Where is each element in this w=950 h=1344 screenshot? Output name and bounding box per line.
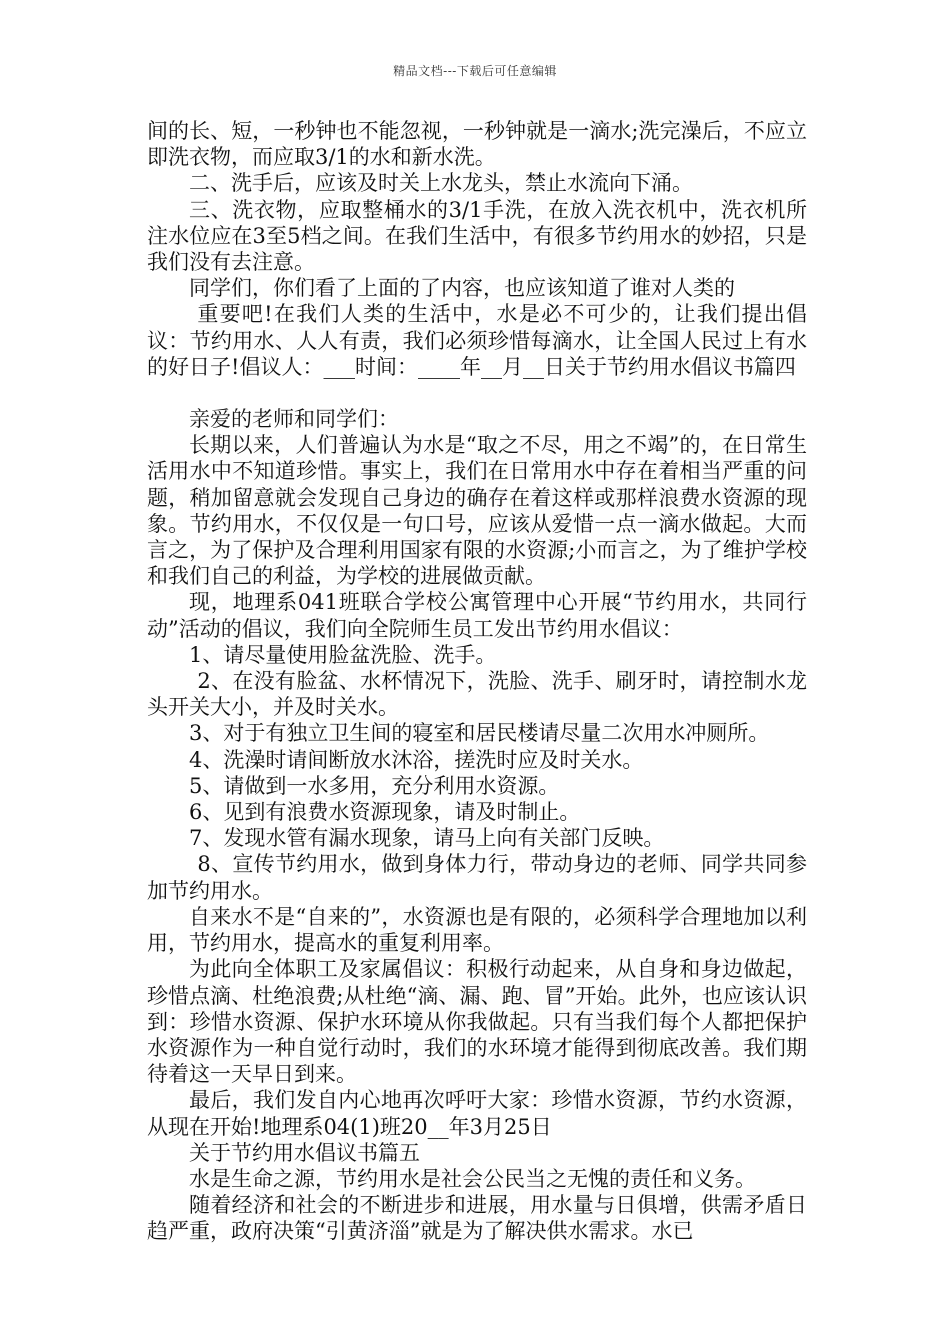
- paragraph: 随着经济和社会的不断进步和进展，用水量与日俱增，供需矛盾日趋严重，政府决策“引黄济淄”就是为了解决供水需求。水已: [147, 1193, 807, 1244]
- paragraph: 最后，我们发自内心地再次呼吁大家：珍惜水资源，节约水资源，从现在开始!地理系04(1)班20__年3月25日: [147, 1088, 807, 1139]
- paragraph: 二、洗手后，应该及时关上水龙头，禁止水流向下涌。: [189, 171, 693, 196]
- paragraph: 三、洗衣物，应取整桶水的3/1手洗，在放入洗衣机中，洗衣机所注水位应在3至5档之间。在我们生活中，有很多节约用水的妙招，只是我们没有去注意。: [147, 197, 807, 275]
- paragraph: 3、对于有独立卫生间的寝室和居民楼请尽量二次用水冲厕所。: [189, 721, 770, 746]
- document-body: [147, 118, 807, 1245]
- paragraph: 8、宣传节约用水，做到身体力行，带动身边的老师、同学共同参加节约用水。: [147, 852, 807, 903]
- paragraph: 自来水不是“自来的”，水资源也是有限的，必须科学合理地加以利用，节约用水，提高水的重复利用率。: [147, 904, 807, 956]
- paragraph-spacer: [147, 380, 807, 406]
- page-header: 精品文档---下载后可任意编辑: [393, 64, 557, 78]
- paragraph: 1、请尽量使用脸盆洗脸、洗手。: [189, 642, 497, 667]
- paragraph: 亲爱的老师和同学们：: [189, 407, 399, 432]
- paragraph: 7、发现水管有漏水现象，请马上向有关部门反映。: [189, 826, 665, 851]
- paragraph: 为此向全体职工及家属倡议：积极行动起来，从自身和身边做起，珍惜点滴、杜绝浪费;从杜绝“滴、漏、跑、冒”开始。此外，也应该认识到：珍惜水资源、保护水环境从你我做起。只有当我们每个人都把保护水资源作为一种自觉行动时，我们的水环境才能得到彻底改善。我们期待着这一天早日到来。: [147, 957, 807, 1087]
- paragraph: 重要吧!在我们人类的生活中，水是必不可少的，让我们提出倡议：节约用水、人人有责，我们必须珍惜每滴水，让全国人民过上有水的好日子!倡议人：___时间：____年__月__日关于节约用水倡议书篇四: [147, 302, 807, 379]
- paragraph: 6、见到有浪费水资源现象，请及时制止。: [189, 800, 581, 825]
- paragraph: 2、在没有脸盆、水杯情况下，洗脸、洗手、刷牙时，请控制水龙头开关大小，并及时关水。: [147, 669, 807, 720]
- paragraph: 关于节约用水倡议书篇五: [189, 1140, 420, 1165]
- paragraph: 水是生命之源，节约用水是社会公民当之无愧的责任和义务。: [189, 1166, 756, 1191]
- paragraph: 长期以来，人们普遍认为水是“取之不尽，用之不竭”的，在日常生活用水中不知道珍惜。事实上，我们在日常用水中存在着相当严重的问题，稍加留意就会发现自己身边的确存在着这样或那样浪费水资源的现象。节约用水，不仅仅是一句口号，应该从爱惜一点一滴水做起。大而言之，为了保护及合理利用国家有限的水资源;小而言之，为了维护学校和我们自己的利益，为学校的进展做贡献。: [147, 433, 807, 589]
- paragraph: 间的长、短，一秒钟也不能忽视，一秒钟就是一滴水;洗完澡后，不应立即洗衣物，而应取3/1的水和新水洗。: [147, 119, 807, 170]
- paragraph: 5、请做到一水多用，充分利用水资源。: [189, 773, 560, 798]
- paragraph: 同学们，你们看了上面的了内容，也应该知道了谁对人类的: [189, 276, 735, 301]
- paragraph: 现，地理系041班联合学校公寓管理中心开展“节约用水，共同行动”活动的倡议，我们向全院师生员工发出节约用水倡议：: [147, 590, 807, 641]
- paragraph: 4、洗澡时请间断放水沐浴，搓洗时应及时关水。: [189, 747, 644, 772]
